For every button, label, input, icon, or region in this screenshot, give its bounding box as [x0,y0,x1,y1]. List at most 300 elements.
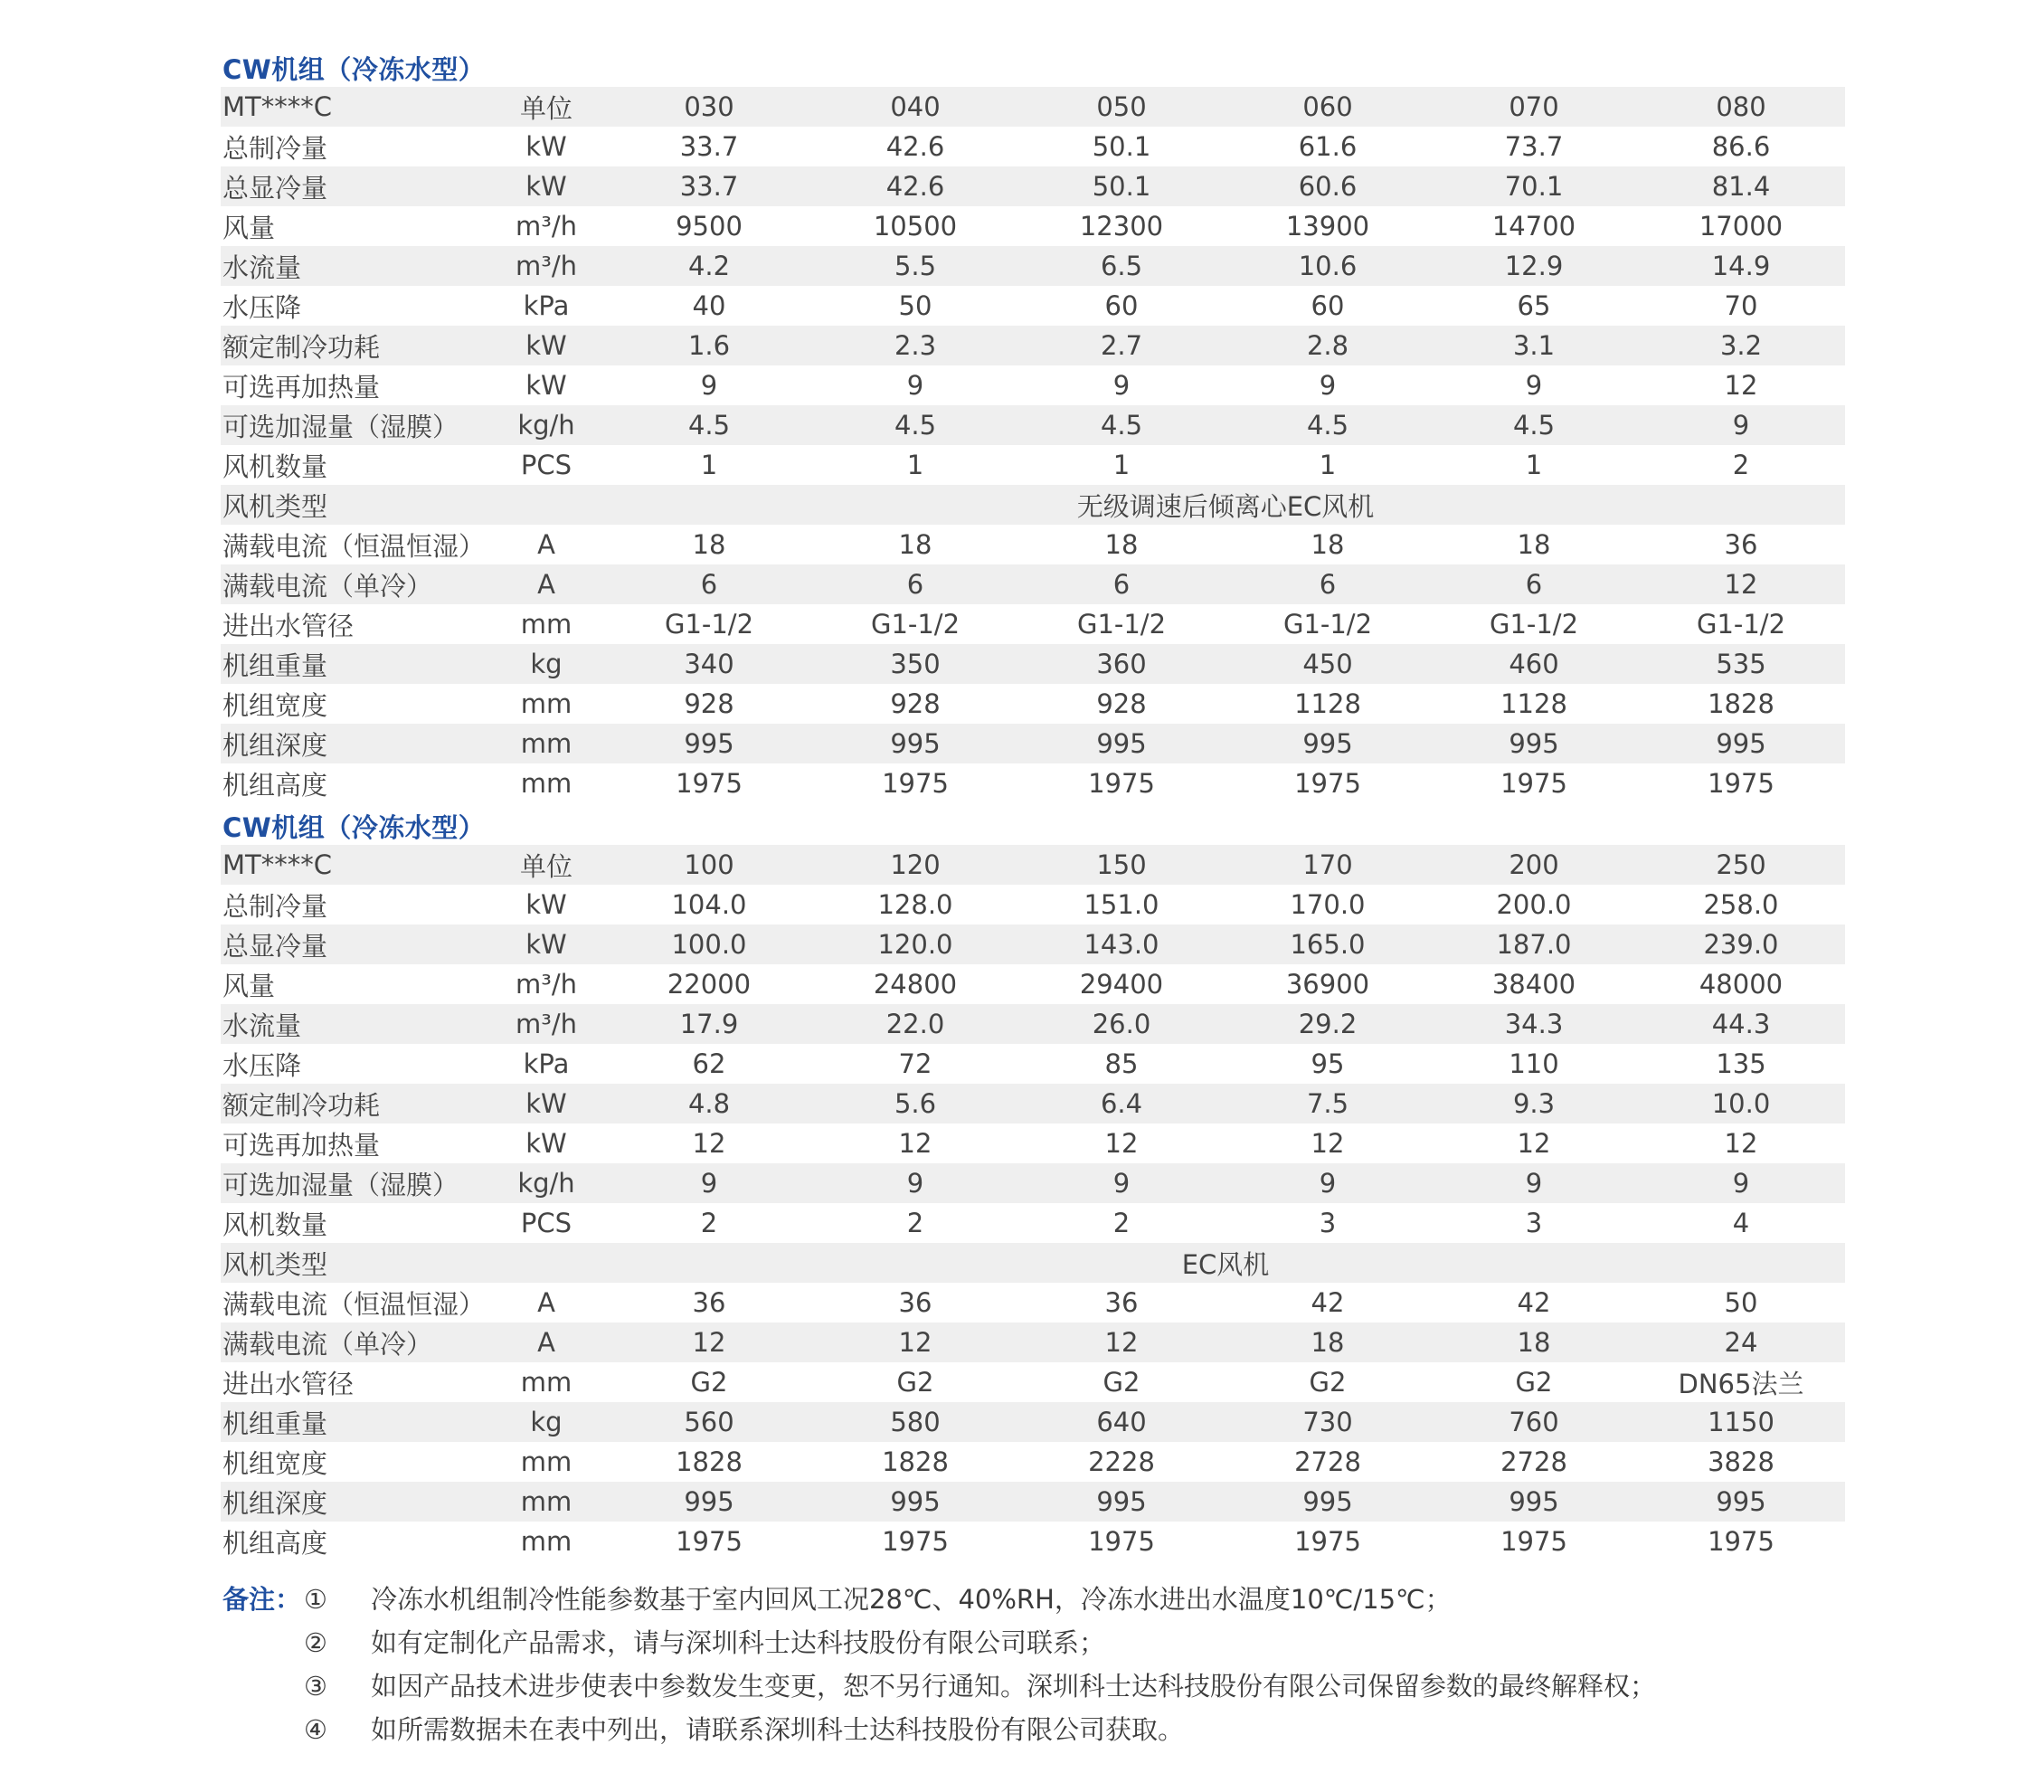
spec-value: 2228 [1088,1446,1155,1477]
param-unit: mm [520,1367,573,1398]
param-unit: m³/h [487,246,606,286]
spec-row [221,845,1845,885]
spec-value: 1150 [1637,1402,1845,1442]
param-name: 满载电流（恒温恒湿） [222,1288,486,1320]
fan-type-value: 无级调速后倾离心EC风机 [606,485,1845,525]
spec-value: 200.0 [1496,889,1572,920]
spec-value: 1975 [1500,768,1567,799]
spec-value: 995 [1018,1482,1225,1522]
param-name: 可选再加热量 [222,1129,381,1161]
spec-value: 2 [1732,450,1750,480]
spec-value: 995 [606,724,812,763]
note-row [221,1708,1845,1751]
spec-value: 6 [1225,564,1431,604]
param-name: 可选加湿量（湿膜） [221,405,487,445]
spec-value: 120.0 [812,924,1018,964]
spec-value: 61.6 [1298,131,1358,162]
notes-block [221,1578,1845,1751]
param-name: 水压降 [222,1049,302,1081]
spec-value: 995 [1225,724,1431,763]
spec-section-2 [221,811,1845,1561]
param-name: 水流量 [221,1004,487,1044]
spec-value: 120 [812,845,1018,885]
spec-value: 36 [1104,1287,1139,1318]
param-name: 机组宽度 [222,689,328,721]
spec-value: G2 [1515,1367,1553,1398]
spec-value: 14.9 [1637,246,1845,286]
spec-value: 995 [1637,1482,1845,1522]
param-name: 机组重量 [221,1402,487,1442]
spec-value: 18 [1311,529,1345,560]
param-name: MT****C [221,845,487,885]
spec-row [221,127,1845,166]
spec-value: 36 [898,1287,932,1318]
spec-value: 110 [1509,1048,1559,1079]
param-unit: mm [487,724,606,763]
spec-value: 4.5 [1018,405,1225,445]
spec-value: 10.6 [1225,246,1431,286]
spec-value: 1 [1525,450,1543,480]
spec-value: 50.1 [1018,166,1225,206]
spec-value: 2728 [1294,1446,1361,1477]
spec-value: 2 [906,1208,924,1238]
spec-value: 13900 [1285,211,1370,242]
spec-value: 50.1 [1092,131,1151,162]
spec-value: 730 [1225,1402,1431,1442]
spec-value: 258.0 [1703,889,1779,920]
spec-value: 12 [1517,1128,1551,1159]
spec-row [221,1004,1845,1044]
param-unit: A [537,529,555,560]
spec-value: 29400 [1079,969,1164,1000]
spec-value: 9500 [676,211,743,242]
spec-row [221,1163,1845,1203]
spec-value: 050 [1018,87,1225,127]
param-name: 机组高度 [222,769,328,801]
spec-row [221,964,1845,1004]
spec-value: 9 [1637,1163,1845,1203]
spec-value: 9 [1112,370,1131,401]
fan-type-value: EC风机 [606,1243,1845,1283]
spec-row [221,924,1845,964]
note-row [221,1664,1845,1708]
spec-value: 4.5 [1431,405,1637,445]
spec-value: G1-1/2 [1282,609,1373,640]
spec-value: 1828 [882,1446,949,1477]
spec-value: 72 [898,1048,932,1079]
spec-value: 42 [1517,1287,1551,1318]
spec-value: 995 [812,724,1018,763]
param-name: 风机数量 [222,450,328,482]
spec-value: 1975 [1500,1526,1567,1557]
spec-value: 9 [906,370,924,401]
spec-value: 50 [898,290,932,321]
spec-value: 1975 [676,768,743,799]
param-name: 满载电流（单冷） [221,1323,487,1362]
spec-row [221,1522,1845,1561]
spec-value: 100 [606,845,812,885]
spec-value: 151.0 [1084,889,1159,920]
param-unit: A [537,1287,555,1318]
spec-value: 040 [812,87,1018,127]
spec-row [221,1362,1845,1402]
spec-value: 81.4 [1637,166,1845,206]
spec-value: 995 [1431,1482,1637,1522]
spec-value: 62 [692,1048,726,1079]
spec-value: 22000 [667,969,752,1000]
param-name: 进出水管径 [222,610,355,641]
spec-value: 143.0 [1018,924,1225,964]
note-text: 如有定制化产品需求，请与深圳科士达科技股份有限公司联系； [371,1627,1106,1658]
spec-value: 6.5 [1018,246,1225,286]
spec-value: 1975 [882,1526,949,1557]
spec-row [221,1323,1845,1362]
spec-value: 995 [1637,724,1845,763]
param-name: 额定制冷功耗 [221,326,487,365]
spec-value: 65 [1517,290,1551,321]
spec-sheet [221,52,1845,1561]
spec-value: 995 [1225,1482,1431,1522]
spec-row [221,1084,1845,1124]
spec-value: 17000 [1699,211,1784,242]
spec-value: 3828 [1708,1446,1774,1477]
spec-value: DN65法兰 [1678,1368,1804,1399]
spec-value: 1975 [1708,768,1774,799]
spec-value: 7.5 [1225,1084,1431,1124]
spec-value: 3.1 [1431,326,1637,365]
spec-value: 2.3 [812,326,1018,365]
spec-value: 1975 [1294,1526,1361,1557]
spec-value: 170 [1225,845,1431,885]
spec-value: 3.2 [1637,326,1845,365]
spec-value: 44.3 [1637,1004,1845,1044]
spec-value: 1975 [1294,768,1361,799]
param-unit: mm [520,688,573,719]
param-unit: kPa [523,1048,570,1079]
spec-value: 85 [1104,1048,1139,1079]
spec-value: 1975 [1088,768,1155,799]
spec-value: 760 [1431,1402,1637,1442]
spec-value: 995 [606,1482,812,1522]
spec-value: G1-1/2 [870,609,960,640]
param-name: 水流量 [221,246,487,286]
param-name: 满载电流（单冷） [221,564,487,604]
param-name: 机组深度 [221,724,487,763]
spec-value: 1128 [1294,688,1361,719]
spec-value: 17.9 [606,1004,812,1044]
spec-value: 12 [606,1323,812,1362]
spec-row [221,724,1845,763]
note-text: 如所需数据未在表中列出，请联系深圳科士达科技股份有限公司获取。 [371,1714,1185,1745]
param-unit: kW [525,1128,567,1159]
spec-value: 6 [606,564,812,604]
param-name: 水压降 [222,291,302,323]
spec-value: 12 [1724,370,1758,401]
spec-value: G1-1/2 [1076,609,1167,640]
param-unit: mm [520,609,573,640]
note-number: ② [304,1627,327,1658]
spec-value: 33.7 [606,166,812,206]
spec-value: 1828 [676,1446,743,1477]
spec-value: 18 [1225,1323,1431,1362]
spec-row [221,206,1845,246]
spec-value: 1975 [882,768,949,799]
param-name: 机组深度 [221,1482,487,1522]
spec-value: 3 [1319,1208,1337,1238]
spec-value: 9 [1018,1163,1225,1203]
spec-value: 42.6 [812,166,1018,206]
spec-value: 12 [692,1128,726,1159]
spec-value: 135 [1716,1048,1766,1079]
spec-value: 50 [1724,1287,1758,1318]
spec-value: 100.0 [606,924,812,964]
spec-value: 18 [692,529,726,560]
param-unit: m³/h [515,211,578,242]
spec-value: 12 [1018,1323,1225,1362]
param-unit: kW [487,166,606,206]
spec-value: 73.7 [1504,131,1564,162]
spec-value: 42 [1311,1287,1345,1318]
param-unit: A [487,564,606,604]
spec-value: 1 [1112,450,1131,480]
spec-value: 1975 [676,1526,743,1557]
param-unit [487,485,606,525]
param-unit: A [487,1323,606,1362]
param-unit: kg/h [487,1163,606,1203]
spec-value: 104.0 [671,889,747,920]
spec-value: 6 [1018,564,1225,604]
spec-value: G2 [1309,1367,1347,1398]
spec-value: 18 [1104,529,1139,560]
spec-value: 42.6 [885,131,945,162]
spec-row [221,365,1845,405]
spec-value: 6 [812,564,1018,604]
spec-value: 12 [1104,1128,1139,1159]
param-unit: kg [487,1402,606,1442]
spec-value: 9.3 [1431,1084,1637,1124]
spec-value: G2 [896,1367,934,1398]
spec-row [221,1203,1845,1243]
spec-value: 60 [1311,290,1345,321]
spec-value: 3 [1525,1208,1543,1238]
spec-value: 2728 [1500,1446,1567,1477]
param-name: 机组宽度 [222,1447,328,1479]
spec-value: 9 [606,1163,812,1203]
param-unit: 单位 [487,845,606,885]
spec-value: 1 [700,450,718,480]
spec-row [221,405,1845,445]
spec-row [221,1402,1845,1442]
spec-value: 40 [692,290,726,321]
spec-value: 9 [1637,405,1845,445]
param-unit: PCS [520,1208,573,1238]
note-number: ③ [304,1671,327,1702]
param-unit: mm [520,1526,573,1557]
spec-value: 26.0 [1018,1004,1225,1044]
spec-value: 1 [1319,450,1337,480]
spec-value: 9 [1319,370,1337,401]
param-unit: kPa [523,290,570,321]
section-title: CW机组（冷冻水型） [222,812,486,843]
spec-value: 4 [1732,1208,1750,1238]
spec-row [221,286,1845,326]
spec-value: 9 [1525,370,1543,401]
spec-value: 187.0 [1431,924,1637,964]
spec-value: 6 [1431,564,1637,604]
param-name: 风量 [222,212,276,243]
spec-value: 18 [1431,1323,1637,1362]
spec-value: 33.7 [679,131,739,162]
spec-value: 928 [890,688,941,719]
spec-value: 4.5 [606,405,812,445]
spec-table-1 [221,87,1845,803]
spec-value: 60 [1104,290,1139,321]
spec-value: 200 [1431,845,1637,885]
note-row [221,1578,1845,1621]
param-unit: kW [487,326,606,365]
spec-value: 1975 [1708,1526,1774,1557]
param-unit: kg/h [487,405,606,445]
spec-value: 560 [606,1402,812,1442]
spec-value: 10500 [873,211,958,242]
spec-row [221,1283,1845,1323]
param-name: 总显冷量 [221,924,487,964]
notes-label: 备注： [222,1584,302,1615]
spec-value: 070 [1431,87,1637,127]
spec-value: 9 [1431,1163,1637,1203]
note-row [221,1621,1845,1664]
spec-value: 640 [1018,1402,1225,1442]
spec-value: 24800 [873,969,958,1000]
spec-value: 250 [1637,845,1845,885]
spec-value: G1-1/2 [664,609,754,640]
spec-value: 2.7 [1018,326,1225,365]
spec-row [221,1243,1845,1283]
spec-value: 18 [898,529,932,560]
spec-value: 6.4 [1018,1084,1225,1124]
param-unit: mm [487,1482,606,1522]
spec-value: 5.6 [812,1084,1018,1124]
param-name: 总制冷量 [222,890,328,922]
spec-value: 460 [1431,644,1637,684]
spec-value: 9 [812,1163,1018,1203]
spec-value: 9 [1225,1163,1431,1203]
spec-row [221,763,1845,803]
param-unit: kg [487,644,606,684]
spec-value: G1-1/2 [1696,609,1786,640]
spec-value: 36 [1724,529,1758,560]
spec-value: 239.0 [1637,924,1845,964]
spec-value: G2 [690,1367,728,1398]
spec-table-2 [221,845,1845,1561]
spec-value: 170.0 [1290,889,1366,920]
spec-value: 2.8 [1225,326,1431,365]
spec-value: 4.2 [606,246,812,286]
spec-value: 36900 [1285,969,1370,1000]
spec-row [221,684,1845,724]
spec-section-1 [221,52,1845,803]
spec-value: 535 [1637,644,1845,684]
spec-row [221,525,1845,564]
param-name: 满载电流（恒温恒湿） [222,530,486,562]
spec-value: 1975 [1088,1526,1155,1557]
param-unit: mm [520,1446,573,1477]
section-title: CW机组（冷冻水型） [222,54,486,85]
spec-value: 1.6 [606,326,812,365]
spec-value: 10.0 [1637,1084,1845,1124]
param-name: 总制冷量 [222,132,328,164]
spec-value: 928 [684,688,734,719]
param-name: 风机类型 [221,1243,487,1283]
note-number: ① [304,1584,327,1615]
spec-value: 580 [812,1402,1018,1442]
param-unit: mm [520,768,573,799]
param-unit: kW [525,889,567,920]
param-name: 风机数量 [222,1209,328,1240]
spec-value: 360 [1018,644,1225,684]
spec-value: G1-1/2 [1489,609,1579,640]
spec-row [221,485,1845,525]
spec-row [221,1442,1845,1482]
spec-value: 70 [1724,290,1758,321]
param-name: 可选加湿量（湿膜） [221,1163,487,1203]
spec-value: 29.2 [1225,1004,1431,1044]
spec-value: 36 [692,1287,726,1318]
spec-row [221,246,1845,286]
spec-value: 1 [906,450,924,480]
note-number: ④ [304,1714,327,1745]
spec-row [221,885,1845,924]
spec-value: 18 [1517,529,1551,560]
spec-value: 86.6 [1711,131,1771,162]
spec-value: 70.1 [1431,166,1637,206]
spec-row [221,564,1845,604]
param-name: 额定制冷功耗 [221,1084,487,1124]
spec-row [221,87,1845,127]
param-unit: m³/h [515,969,578,1000]
param-name: MT****C [221,87,487,127]
param-unit: kW [525,131,567,162]
spec-value: 34.3 [1431,1004,1637,1044]
spec-value: 12 [1637,564,1845,604]
spec-row [221,166,1845,206]
spec-value: 995 [812,1482,1018,1522]
param-name: 总显冷量 [221,166,487,206]
spec-value: 14700 [1491,211,1576,242]
param-unit: 单位 [487,87,606,127]
spec-value: 12300 [1079,211,1164,242]
spec-row [221,1124,1845,1163]
spec-row [221,604,1845,644]
spec-value: 4.5 [812,405,1018,445]
spec-value: 12 [1311,1128,1345,1159]
spec-value: 24 [1637,1323,1845,1362]
param-unit: kW [487,1084,606,1124]
param-name: 机组高度 [222,1527,328,1559]
spec-value: 22.0 [812,1004,1018,1044]
spec-value: 1128 [1500,688,1567,719]
spec-value: 2 [1112,1208,1131,1238]
spec-value: 060 [1225,87,1431,127]
spec-row [221,1044,1845,1084]
spec-value: 95 [1311,1048,1345,1079]
spec-value: 2 [700,1208,718,1238]
spec-value: 150 [1018,845,1225,885]
note-text: 如因产品技术进步使表中参数发生变更，恕不另行通知。深圳科士达科技股份有限公司保留参数的最终解释权； [371,1671,1657,1702]
spec-value: 450 [1225,644,1431,684]
spec-value: 995 [1018,724,1225,763]
spec-row [221,326,1845,365]
